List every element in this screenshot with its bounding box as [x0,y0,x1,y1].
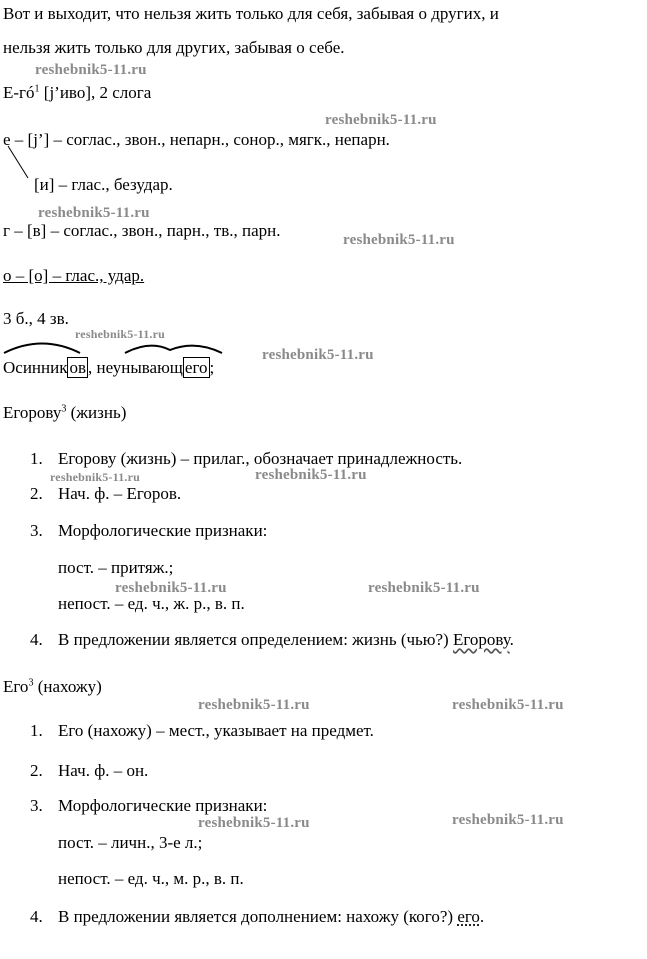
watermark: reshebnik5-11.ru [255,467,367,483]
watermark: reshebnik5-11.ru [50,470,140,484]
phonetic-connector-line [0,0,60,200]
list-number: 2. [30,761,43,780]
list-number: 4. [30,630,43,649]
watermark: reshebnik5-11.ru [35,62,147,78]
list-number: 1. [30,721,43,740]
watermark: reshebnik5-11.ru [325,112,437,128]
underlined-word: Егорову [452,630,510,649]
word-osinnikov-root: Осинник [3,358,68,377]
intro-line-1: Вот и выходит, что нельзя жить только для себя, забывая о других, и [3,4,499,23]
list-item [30,630,514,650]
variable-features: непост. – ед. ч., м. р., в. п. [58,869,244,888]
list-number: 3. [30,521,43,540]
heading-word: Его [3,677,29,696]
watermark: reshebnik5-11.ru [262,347,374,363]
list-item [30,721,374,741]
list-text: В предложении является дополнением: нахожу (кого?) [58,907,458,926]
list-text: Егорову (жизнь) – прилаг., обозначает принадлежность. [58,449,463,468]
watermark: reshebnik5-11.ru [75,327,165,341]
underlined-word: его [457,907,480,926]
morphemic-words [3,358,214,378]
watermark: reshebnik5-11.ru [343,232,455,248]
watermark: reshebnik5-11.ru [368,580,480,596]
heading-word: Егорову [3,403,62,422]
phonetic-line: о – [о] – глас., удар. [3,266,145,285]
phonetic-summary: 3 б., 4 зв. [3,309,69,328]
footnote-mark: 1 [34,83,40,95]
heading-context: (жизнь) [66,403,127,422]
phonetic-word: Е-гó [3,83,35,102]
watermark: reshebnik5-11.ru [198,697,310,713]
list-item [30,761,148,781]
punctuation: . [509,630,514,649]
ego-heading [3,677,102,697]
list-text: В предложении является определением: жизнь (чью?) [58,630,453,649]
variable-features: непост. – ед. ч., ж. р., в. п. [58,594,245,613]
list-item [30,907,484,927]
punctuation: . [479,907,485,926]
list-item [30,796,267,816]
list-number: 1. [30,449,43,468]
list-number: 4. [30,907,43,926]
list-text: Морфологические признаки: [58,796,268,815]
word-neunyvayushego-root: , неунывающ [88,358,183,377]
root-arcs [0,338,270,358]
punctuation: ; [209,358,215,377]
ending-box: ов [69,358,87,377]
permanent-features: пост. – притяж.; [58,558,174,577]
list-text: Морфологические признаки: [58,521,268,540]
footnote-mark: 3 [61,403,67,415]
phonetic-transcription: [j’иво], 2 слога [39,83,152,102]
list-text: Его (нахожу) – мест., указывает на предмет. [58,721,374,740]
phonetic-line: г – [в] – соглас., звон., парн., тв., парн. [3,221,281,240]
list-text: Нач. ф. – Егоров. [58,484,182,503]
watermark: reshebnik5-11.ru [115,580,227,596]
watermark: reshebnik5-11.ru [452,697,564,713]
phonetic-line: [и] – глас., безудар. [34,175,173,194]
list-item [30,449,462,469]
list-item [30,521,267,541]
intro-line-2: нельзя жить только для других, забывая о себе. [3,38,345,57]
watermark: reshebnik5-11.ru [38,205,150,221]
list-number: 2. [30,484,43,503]
list-item [30,484,181,504]
footnote-mark: 3 [28,677,34,689]
ending-box: его [184,358,208,377]
heading-context: (нахожу) [33,677,102,696]
watermark: reshebnik5-11.ru [198,815,310,831]
phonetic-line: е – [j’] – соглас., звон., непарн., сонор., мягк., непарн. [3,130,390,149]
watermark: reshebnik5-11.ru [452,812,564,828]
list-text: Нач. ф. – он. [58,761,149,780]
egorovu-heading [3,403,126,423]
permanent-features: пост. – личн., 3-е л.; [58,833,203,852]
list-number: 3. [30,796,43,815]
